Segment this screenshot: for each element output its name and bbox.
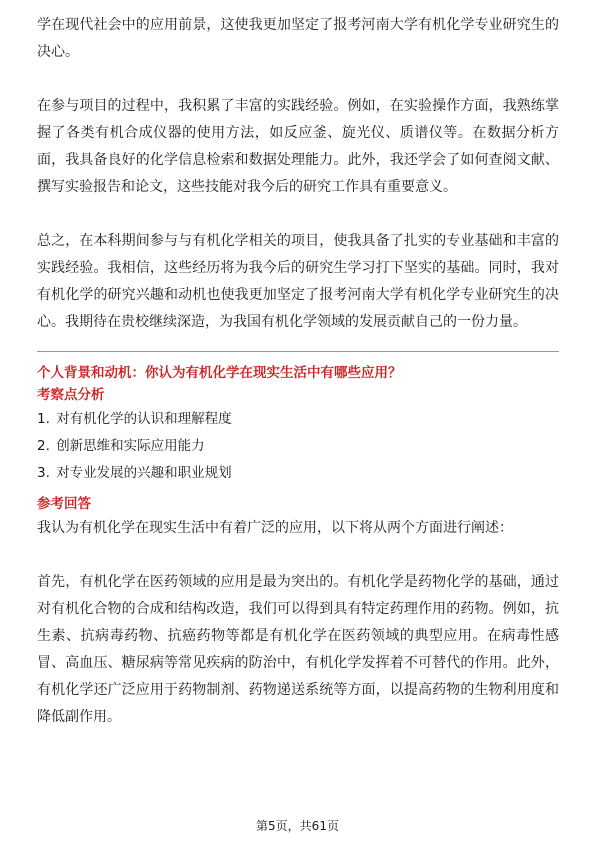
point-text: 创新思维和实际应用能力: [56, 438, 205, 454]
section-divider: [37, 351, 559, 352]
point-number: 3.: [37, 465, 50, 481]
summary-paragraph: 总之，在本科期间参与与有机化学相关的项目，使我具备了扎实的专业基础和丰富的实践经验。我相信，这些经历将为我今后的研究生学习打下坚实的基础。同时，我对有机化学的研究兴趣和动机也使我更加坚定了报考河南大学有机化学专业研究生的决心。我期待在贵校继续深造，为我国有机化学领域的发展贡献自己的一份力量。: [37, 233, 559, 330]
analysis-point: [37, 460, 559, 487]
point-number: 2.: [37, 438, 50, 454]
page-number-footer: 第5页，共61页: [256, 819, 339, 833]
question-title: 个人背景和动机：你认为有机化学在现实生活中有哪些应用？: [37, 365, 402, 381]
answer-paragraph: 首先，有机化学在医药领域的应用是最为突出的。有机化学是药物化学的基础，通过对有机化合物的合成和结构改造，我们可以得到具有特定药理作用的药物。例如，抗生素、抗病毒药物、抗癌药物等都是有机化学在医药领域的典型应用。在病毒性感冒、高血压、糖尿病等常见疾病的防治中，有机化学发挥着不可替代的作用。此外，有机化学还广泛应用于药物制剂、药物递送系统等方面，以提高药物的生物利用度和降低副作用。: [37, 574, 559, 725]
answer-heading: 参考回答: [37, 496, 91, 512]
answer-intro: 我认为有机化学在现实生活中有着广泛的应用，以下将从两个方面进行阐述：: [37, 520, 513, 536]
analysis-points-list: [37, 406, 559, 487]
paragraph-gap: [37, 66, 559, 93]
point-text: 对有机化学的认识和理解程度: [56, 411, 232, 427]
analysis-point: [37, 433, 559, 460]
analysis-heading: 考察点分析: [37, 387, 105, 403]
experience-paragraph: 在参与项目的过程中，我积累了丰富的实践经验。例如，在实验操作方面，我熟练掌握了各类有机合成仪器的使用方法，如反应釜、旋光仪、质谱仪等。在数据分析方面，我具备良好的化学信息检索和数据处理能力。此外，我还学会了如何查阅文献、撰写实验报告和论文，这些技能对我今后的研究工作具有重要意义。: [37, 98, 559, 195]
paragraph-gap: [37, 542, 559, 569]
point-text: 对专业发展的兴趣和职业规划: [56, 465, 232, 481]
paragraph-gap: [37, 201, 559, 228]
document-page: [37, 12, 559, 731]
analysis-point: [37, 406, 559, 433]
intro-continuation-paragraph: 学在现代社会中的应用前景，这使我更加坚定了报考河南大学有机化学专业研究生的决心。: [37, 17, 559, 60]
point-number: 1.: [37, 411, 50, 427]
